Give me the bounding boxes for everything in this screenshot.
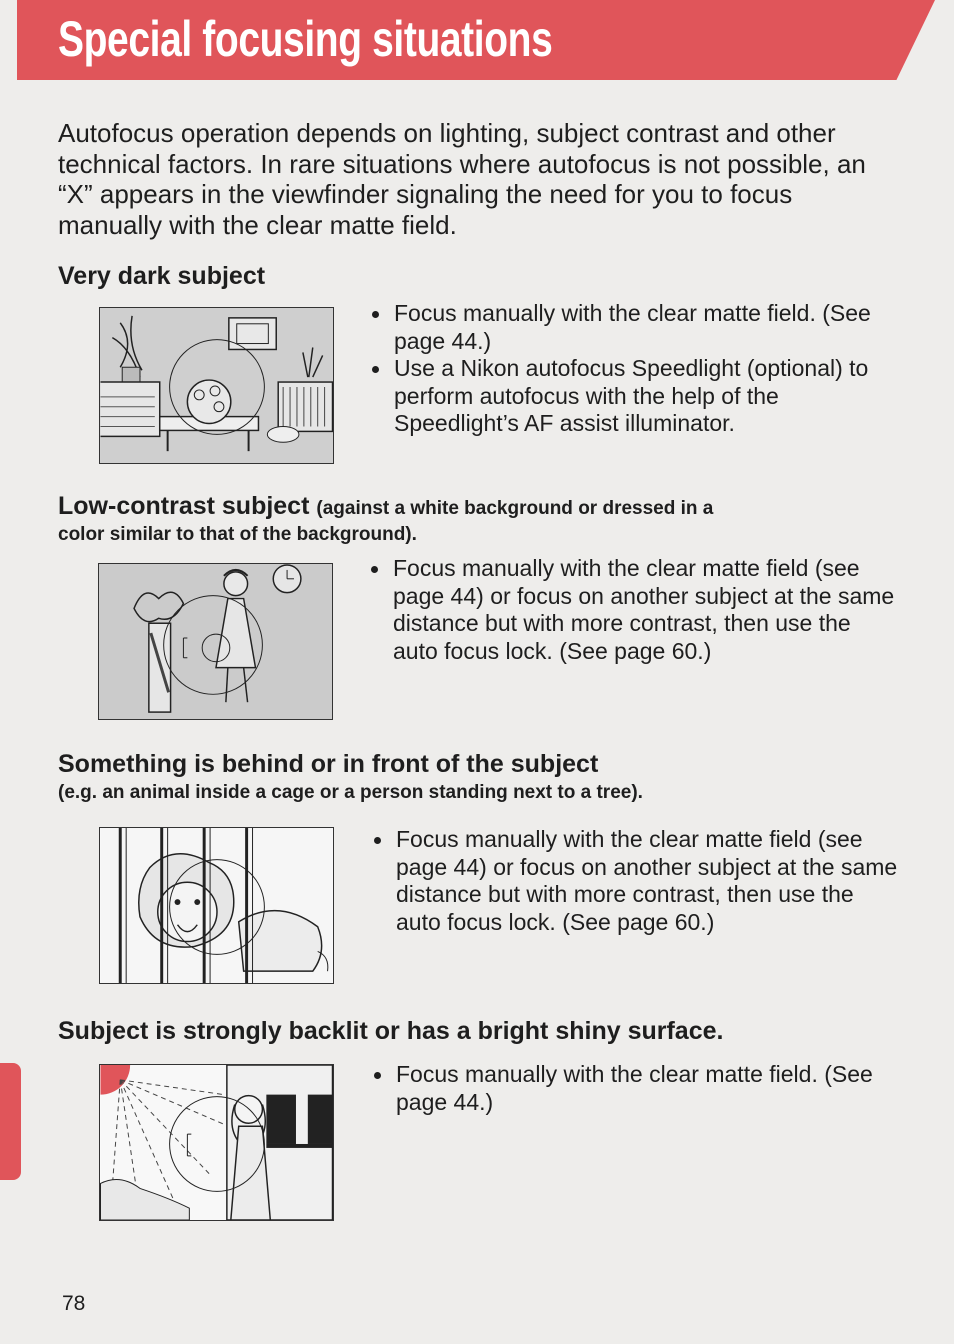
bullet-item: Focus manually with the clear matte field (see page 44) or focus on another subject at the same distance but with more contrast, then use the auto focus lock. (See page 60.)	[369, 555, 899, 665]
heading-note: (against a white background or dressed in a	[316, 498, 714, 519]
illustration-low-contrast	[98, 563, 333, 720]
intro-paragraph: Autofocus operation depends on lighting, subject contrast and other technical factors. In rare situations where autofocus is not possible, an “X” appears in the viewfinder signaling the need for you to focus manually with the clear matte field.	[58, 118, 866, 240]
low-contrast-drawing	[99, 564, 332, 719]
section-heading-low-contrast	[58, 492, 713, 521]
section-subheading-low-contrast: color similar to that of the background).	[58, 524, 417, 545]
backlit-drawing	[100, 1065, 333, 1220]
caged-lion-drawing	[100, 828, 333, 983]
heading-main-text: Low-contrast subject	[58, 492, 310, 520]
bullet-item: Use a Nikon autofocus Speedlight (optional) to perform autofocus with the help of the Speedlight’s AF assist illuminator.	[370, 355, 890, 438]
bullet-list-obstruction	[372, 826, 902, 936]
bullet-list-dark	[370, 300, 890, 438]
illustration-dark-room	[99, 307, 334, 464]
section-heading-backlit: Subject is strongly backlit or has a bright shiny surface.	[58, 1017, 724, 1045]
bullet-item: Focus manually with the clear matte field. (See page 44.)	[370, 300, 890, 355]
page-number: 78	[62, 1292, 86, 1315]
bullet-list-backlit	[372, 1061, 902, 1116]
dark-room-drawing	[100, 308, 333, 463]
bullet-list-low-contrast	[369, 555, 899, 665]
bullet-item: Focus manually with the clear matte field (see page 44) or focus on another subject at the same distance but with more contrast, then use the auto focus lock. (See page 60.)	[372, 826, 902, 936]
bullet-item: Focus manually with the clear matte field. (See page 44.)	[372, 1061, 902, 1116]
illustration-backlit	[99, 1064, 334, 1221]
illustration-caged-lion	[99, 827, 334, 984]
section-subheading-obstruction: (e.g. an animal inside a cage or a person standing next to a tree).	[58, 782, 643, 803]
section-heading-dark: Very dark subject	[58, 262, 266, 290]
chapter-tab-marker	[0, 1063, 21, 1180]
page-title: Special focusing situations	[58, 11, 553, 67]
section-heading-obstruction: Something is behind or in front of the subject	[58, 750, 599, 778]
